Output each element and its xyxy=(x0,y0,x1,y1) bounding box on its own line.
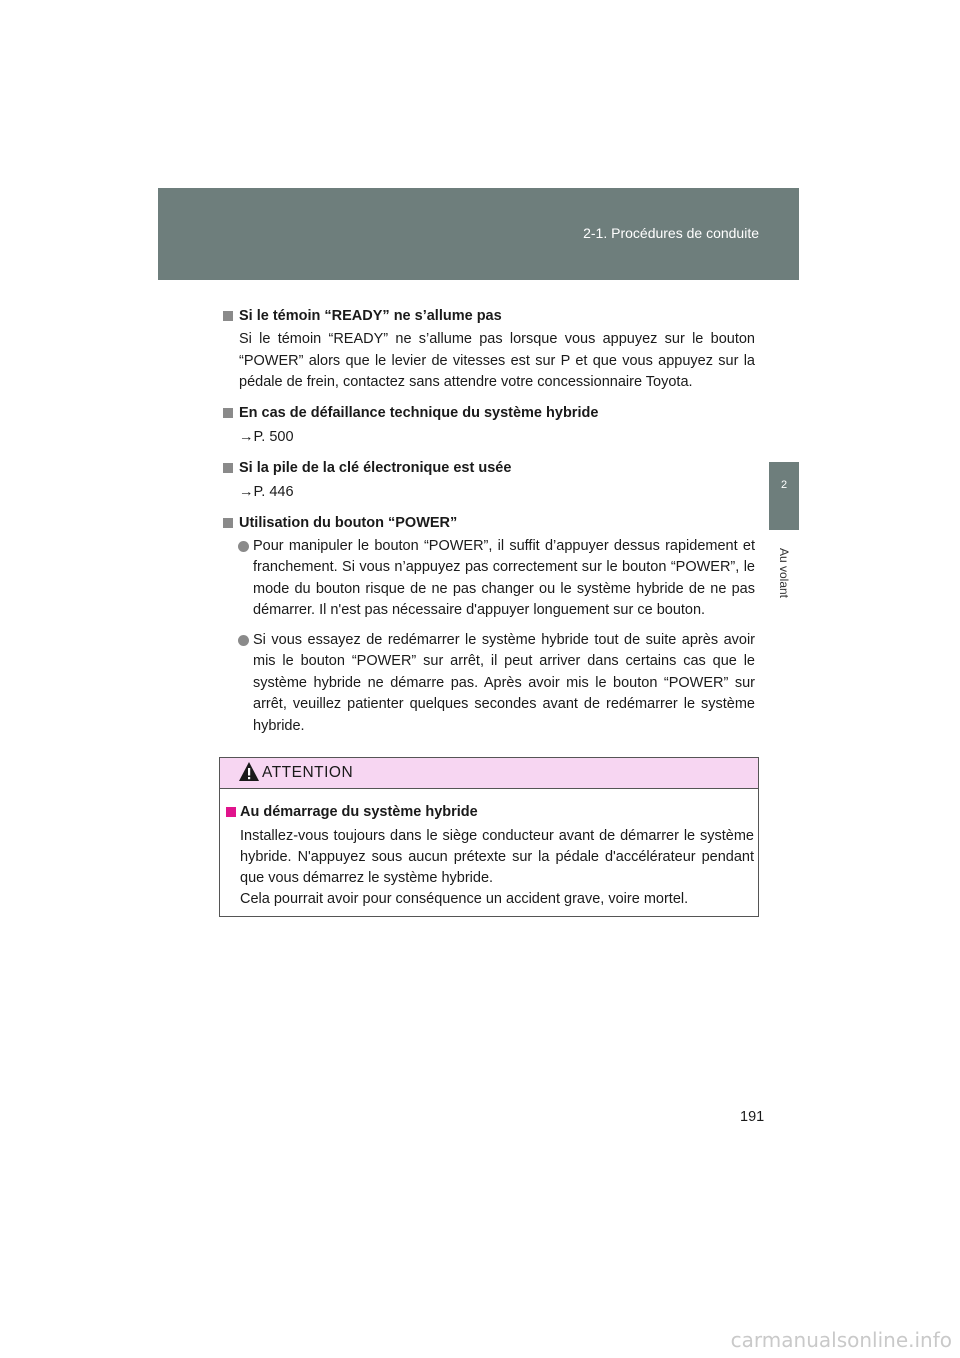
warning-heading: Au démarrage du système hybride xyxy=(240,804,478,820)
watermark: carmanualsonline.info xyxy=(730,1328,952,1352)
main-content xyxy=(223,305,755,745)
section-heading: En cas de défaillance technique du système hybride xyxy=(239,404,599,421)
chapter-label: Au volant xyxy=(777,547,791,599)
page-reference-link[interactable]: →P. 446 xyxy=(239,483,294,500)
section-hybrid-failure xyxy=(223,402,755,449)
page-reference-link[interactable]: →P. 500 xyxy=(239,428,294,445)
chapter-number: 2 xyxy=(780,479,788,491)
warning-body xyxy=(220,789,758,910)
square-bullet-icon xyxy=(223,463,233,473)
section-heading: Utilisation du bouton “POWER” xyxy=(239,514,458,531)
warning-header xyxy=(220,758,758,789)
warning-text: Installez-vous toujours dans le siège conducteur avant de démarrer le système hybride. N'appuyez sous aucun prétexte sur la pédale d'accélérateur pendant que vous démarrez le système hybride. Cela pourrait avoir pour conséquence un accident grave, voire mortel. xyxy=(240,828,754,907)
warning-triangle-icon xyxy=(238,761,260,783)
section-power-button xyxy=(223,512,755,738)
warning-title: ATTENTION xyxy=(262,764,354,781)
square-bullet-icon xyxy=(223,518,233,528)
section-key-battery xyxy=(223,457,755,504)
warning-box xyxy=(219,757,759,917)
chapter-tab xyxy=(769,462,799,530)
round-bullet-icon xyxy=(238,541,249,552)
page-number: 191 xyxy=(740,1109,765,1125)
section-heading: Si le témoin “READY” ne s’allume pas xyxy=(239,308,502,324)
square-bullet-icon xyxy=(223,311,233,321)
section-title: 2-1. Procédures de conduite xyxy=(583,225,759,241)
list-item: Si vous essayez de redémarrer le système hybride tout de suite après avoir mis le bouton “POWER” sur arrêt, il peut arriver dans certains cas que le système hybride ne démarre pas. Après avoir mis le bouton “POWER” sur arrêt, veuillez patienter quelques secondes avant de redémarrer le système hybride. xyxy=(223,630,755,738)
section-heading: Si la pile de la clé électronique est usée xyxy=(239,459,512,476)
square-bullet-icon xyxy=(223,408,233,418)
square-bullet-icon xyxy=(226,807,236,817)
round-bullet-icon xyxy=(238,635,249,646)
header-band xyxy=(158,188,799,280)
section-ready-indicator xyxy=(223,305,755,394)
list-item: Pour manipuler le bouton “POWER”, il suffit d’appuyer dessus rapidement et franchement. Si vous n’appuyez pas correctement sur le bouton “POWER”, le mode du bouton risque de ne pas changer ou le système hybride de ne pas démarrer. Il n'est pas nécessaire d'appuyer longuement sur ce bouton. xyxy=(223,536,755,622)
section-text: Si le témoin “READY” ne s’allume pas lorsque vous appuyez sur le bouton “POWER” alors que le levier de vitesses est sur P et que vous appuyez sur la pédale de frein, contactez sans attendre votre concessionnaire Toyota. xyxy=(239,331,755,390)
